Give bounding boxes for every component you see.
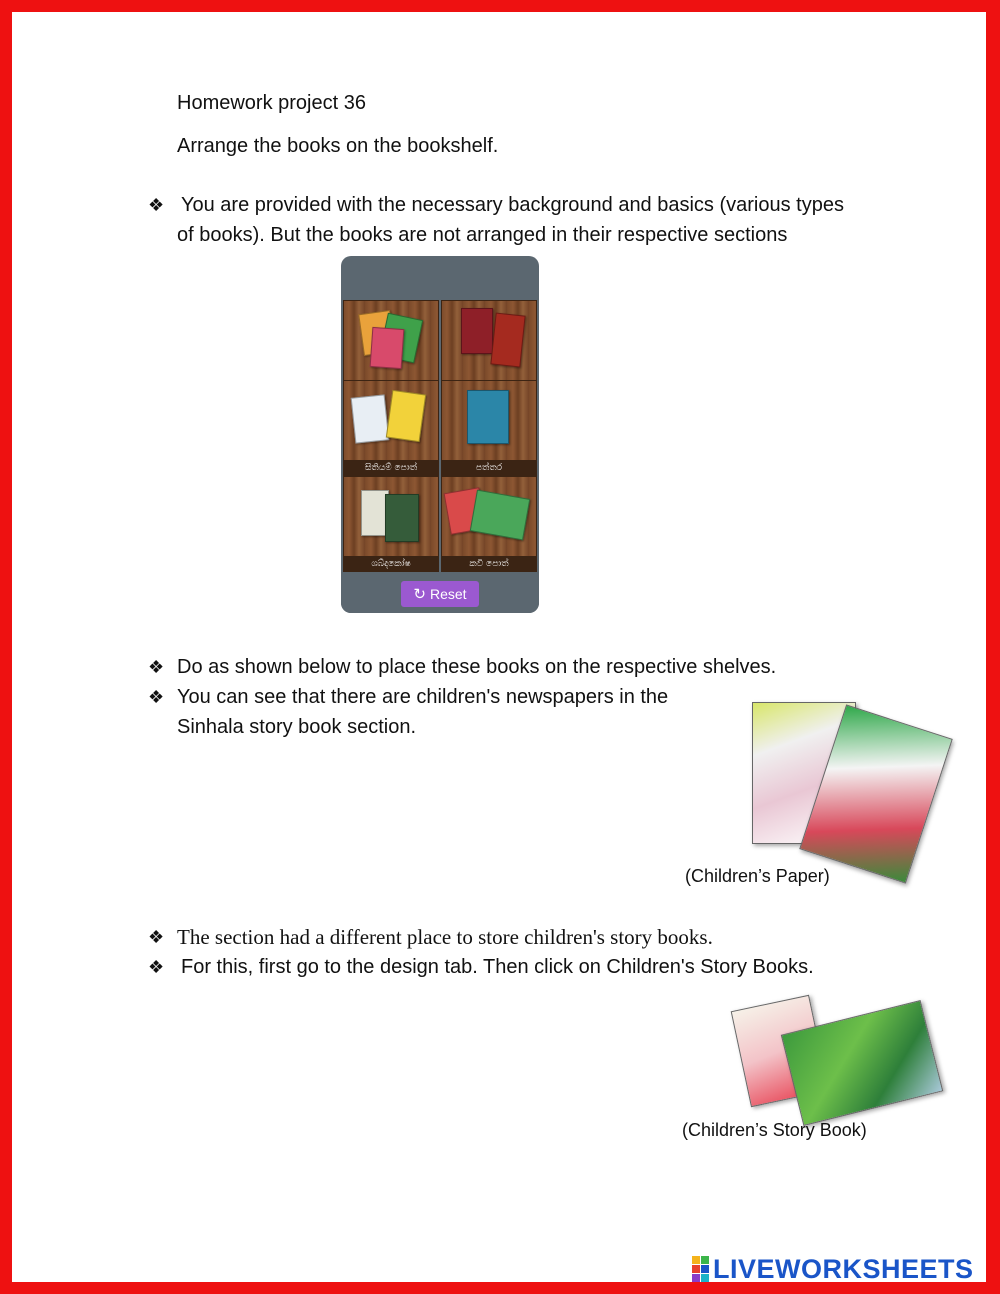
bullet-symbol: ❖: [148, 927, 165, 947]
bullet-text: You are provided with the necessary background and basics (various types: [181, 194, 844, 216]
logo-mark-icon: [692, 1256, 709, 1282]
book-image[interactable]: [461, 308, 493, 354]
bullet-symbol: ❖: [148, 957, 165, 977]
instruction-text: Arrange the books on the bookshelf.: [177, 135, 499, 157]
shelf-cell[interactable]: [343, 380, 439, 476]
reset-bar: [341, 576, 539, 613]
bullet-symbol: ❖: [148, 195, 165, 215]
shelf-cell[interactable]: [343, 476, 439, 572]
book-image[interactable]: [370, 327, 405, 369]
book-image[interactable]: [385, 494, 419, 542]
liveworksheets-logo: [692, 1254, 974, 1284]
bullet-symbol: ❖: [148, 657, 165, 677]
bookshelf-app: [341, 256, 539, 613]
bullet-text: Sinhala story book section.: [177, 716, 417, 738]
book-image[interactable]: [470, 490, 530, 541]
brand-name: LIVEWORKSHEETS: [713, 1253, 974, 1284]
bullet-text: of books). But the books are not arranged in their respective sections: [177, 224, 788, 246]
caption-story: (Children’s Story Book): [682, 1120, 867, 1140]
shelf-label: ශබ්දකෝෂ: [343, 556, 439, 572]
caption-paper: (Children’s Paper): [685, 866, 830, 886]
shelf-cell[interactable]: [441, 476, 537, 572]
reset-label: Reset: [430, 586, 467, 602]
shelf-label: පත්තර: [441, 460, 537, 476]
shelf-cell[interactable]: [441, 380, 537, 476]
book-image[interactable]: [467, 390, 509, 444]
refresh-icon: ↻: [413, 586, 426, 603]
bullet-text: Do as shown below to place these books on the respective shelves.: [177, 656, 777, 678]
reset-button[interactable]: [401, 581, 479, 607]
book-image[interactable]: [490, 313, 525, 368]
bullet-text: The section had a different place to store children's story books.: [177, 925, 713, 949]
book-image[interactable]: [386, 390, 426, 442]
book-image[interactable]: [351, 394, 390, 443]
bullet-text: For this, first go to the design tab. Then click on Children's Story Books.: [181, 956, 814, 978]
shelf-label: සිතියම් පොත්: [343, 460, 439, 476]
bullet-symbol: ❖: [148, 687, 165, 707]
project-title: Homework project 36: [177, 92, 366, 114]
shelf-label: කවි පොත්: [441, 556, 537, 572]
bullet-text: You can see that there are children's newspapers in the: [177, 686, 669, 708]
